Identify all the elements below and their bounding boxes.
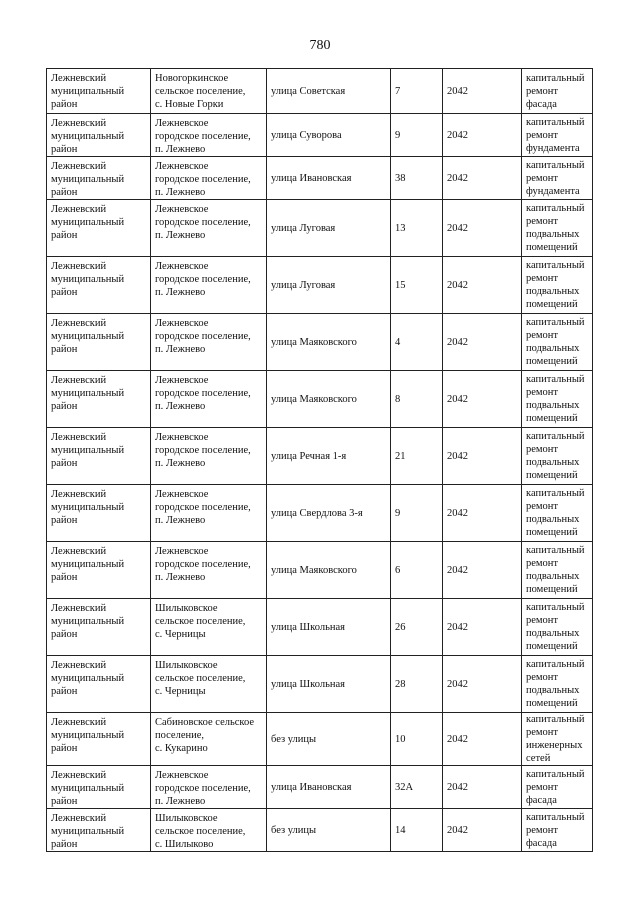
district-cell-text: Лежневский муниципальный район bbox=[51, 660, 125, 697]
district-cell-text: Лежневский муниципальный район bbox=[51, 770, 125, 807]
house-number-cell-text: 6 bbox=[395, 564, 401, 576]
work-type-cell-text: капитальный ремонт подвальных помещений bbox=[526, 431, 585, 481]
district-cell bbox=[47, 371, 151, 428]
house-number-cell-text: 13 bbox=[395, 222, 406, 234]
settlement-cell bbox=[151, 69, 267, 114]
settlement-cell bbox=[151, 542, 267, 599]
settlement-cell bbox=[151, 428, 267, 485]
street-cell-text: улица Маяковского bbox=[271, 564, 357, 576]
district-cell bbox=[47, 599, 151, 656]
year-cell-text: 2042 bbox=[447, 824, 468, 836]
year-cell bbox=[443, 114, 522, 157]
district-cell-text: Лежневский муниципальный район bbox=[51, 603, 125, 640]
house-number-cell bbox=[391, 599, 443, 656]
district-cell-text: Лежневский муниципальный район bbox=[51, 204, 125, 241]
district-cell bbox=[47, 766, 151, 809]
house-number-cell-text: 8 bbox=[395, 393, 401, 405]
street-cell-text: улица Маяковского bbox=[271, 336, 357, 348]
work-type-cell bbox=[522, 157, 593, 200]
year-cell bbox=[443, 371, 522, 428]
year-cell bbox=[443, 157, 522, 200]
house-number-cell-text: 14 bbox=[395, 824, 406, 836]
year-cell bbox=[443, 485, 522, 542]
house-number-cell-text: 21 bbox=[395, 450, 406, 462]
settlement-cell-text: Лежневское городское поселение, п. Лежнево bbox=[155, 261, 251, 298]
house-number-cell bbox=[391, 428, 443, 485]
year-cell bbox=[443, 809, 522, 852]
house-number-cell bbox=[391, 157, 443, 200]
house-number-cell bbox=[391, 371, 443, 428]
table-row bbox=[47, 157, 593, 200]
house-number-cell bbox=[391, 69, 443, 114]
district-cell-text: Лежневский муниципальный район bbox=[51, 73, 125, 110]
street-cell bbox=[267, 257, 391, 314]
street-cell-text: улица Суворова bbox=[271, 129, 342, 141]
street-cell bbox=[267, 713, 391, 766]
street-cell-text: улица Ивановская bbox=[271, 172, 352, 184]
year-cell-text: 2042 bbox=[447, 450, 468, 462]
house-number-cell bbox=[391, 114, 443, 157]
settlement-cell bbox=[151, 371, 267, 428]
table-row bbox=[47, 656, 593, 713]
year-cell-text: 2042 bbox=[447, 564, 468, 576]
street-cell-text: улица Маяковского bbox=[271, 393, 357, 405]
table-row bbox=[47, 485, 593, 542]
work-type-cell bbox=[522, 371, 593, 428]
year-cell-text: 2042 bbox=[447, 621, 468, 633]
table-row bbox=[47, 314, 593, 371]
year-cell bbox=[443, 314, 522, 371]
street-cell bbox=[267, 114, 391, 157]
house-number-cell bbox=[391, 200, 443, 257]
street-cell bbox=[267, 542, 391, 599]
street-cell-text: улица Школьная bbox=[271, 621, 345, 633]
district-cell-text: Лежневский муниципальный район bbox=[51, 261, 125, 298]
district-cell bbox=[47, 69, 151, 114]
work-type-cell bbox=[522, 257, 593, 314]
street-cell-text: улица Советская bbox=[271, 85, 346, 97]
settlement-cell bbox=[151, 599, 267, 656]
street-cell bbox=[267, 371, 391, 428]
settlement-cell-text: Лежневское городское поселение, п. Лежнево bbox=[155, 432, 251, 469]
district-cell-text: Лежневский муниципальный район bbox=[51, 432, 125, 469]
settlement-cell bbox=[151, 485, 267, 542]
table-row bbox=[47, 713, 593, 766]
work-type-cell bbox=[522, 542, 593, 599]
settlement-cell-text: Шилыковское сельское поселение, с. Черницы bbox=[155, 603, 246, 640]
work-type-cell-text: капитальный ремонт подвальных помещений bbox=[526, 203, 585, 253]
street-cell bbox=[267, 69, 391, 114]
year-cell-text: 2042 bbox=[447, 733, 468, 745]
work-type-cell bbox=[522, 314, 593, 371]
district-cell-text: Лежневский муниципальный район bbox=[51, 118, 125, 155]
table-row bbox=[47, 809, 593, 852]
page-number: 780 bbox=[309, 38, 331, 53]
settlement-cell bbox=[151, 314, 267, 371]
district-cell-text: Лежневский муниципальный район bbox=[51, 489, 125, 526]
settlement-cell-text: Лежневское городское поселение, п. Лежнево bbox=[155, 546, 251, 583]
house-number-cell-text: 4 bbox=[395, 336, 401, 348]
street-cell bbox=[267, 428, 391, 485]
table-row bbox=[47, 200, 593, 257]
street-cell-text: без улицы bbox=[271, 824, 317, 836]
street-cell bbox=[267, 314, 391, 371]
work-type-cell bbox=[522, 809, 593, 852]
work-type-cell bbox=[522, 428, 593, 485]
work-type-cell-text: капитальный ремонт подвальных помещений bbox=[526, 659, 585, 709]
house-number-cell bbox=[391, 485, 443, 542]
district-cell-text: Лежневский муниципальный район bbox=[51, 717, 125, 754]
work-type-cell-text: капитальный ремонт фасада bbox=[526, 72, 585, 110]
year-cell bbox=[443, 428, 522, 485]
work-type-cell bbox=[522, 485, 593, 542]
house-number-cell-text: 15 bbox=[395, 279, 406, 291]
year-cell bbox=[443, 656, 522, 713]
work-type-cell-text: капитальный ремонт подвальных помещений bbox=[526, 602, 585, 652]
work-type-cell bbox=[522, 713, 593, 766]
house-number-cell bbox=[391, 257, 443, 314]
table-row bbox=[47, 371, 593, 428]
district-cell bbox=[47, 200, 151, 257]
settlement-cell-text: Лежневское городское поселение, п. Лежнево bbox=[155, 770, 251, 807]
work-type-cell bbox=[522, 114, 593, 157]
district-cell bbox=[47, 485, 151, 542]
year-cell-text: 2042 bbox=[447, 85, 468, 97]
work-type-cell-text: капитальный ремонт подвальных помещений bbox=[526, 317, 585, 367]
table-row bbox=[47, 114, 593, 157]
table-row bbox=[47, 257, 593, 314]
work-type-cell bbox=[522, 656, 593, 713]
house-number-cell-text: 26 bbox=[395, 621, 406, 633]
table-row bbox=[47, 428, 593, 485]
settlement-cell-text: Лежневское городское поселение, п. Лежнево bbox=[155, 318, 251, 355]
district-cell bbox=[47, 713, 151, 766]
year-cell bbox=[443, 69, 522, 114]
house-number-cell bbox=[391, 713, 443, 766]
year-cell-text: 2042 bbox=[447, 336, 468, 348]
house-number-cell bbox=[391, 766, 443, 809]
year-cell-text: 2042 bbox=[447, 781, 468, 793]
house-number-cell bbox=[391, 542, 443, 599]
year-cell bbox=[443, 200, 522, 257]
work-type-cell-text: капитальный ремонт подвальных помещений bbox=[526, 260, 585, 310]
work-type-cell bbox=[522, 200, 593, 257]
settlement-cell-text: Лежневское городское поселение, п. Лежнево bbox=[155, 489, 251, 526]
street-cell-text: улица Луговая bbox=[271, 279, 336, 291]
table-row bbox=[47, 599, 593, 656]
house-number-cell bbox=[391, 314, 443, 371]
table-body bbox=[47, 69, 593, 852]
work-type-cell bbox=[522, 69, 593, 114]
district-cell bbox=[47, 314, 151, 371]
house-number-cell-text: 38 bbox=[395, 172, 406, 184]
table-row bbox=[47, 766, 593, 809]
street-cell-text: улица Речная 1-я bbox=[271, 450, 347, 462]
district-cell-text: Лежневский муниципальный район bbox=[51, 546, 125, 583]
district-cell-text: Лежневский муниципальный район bbox=[51, 318, 125, 355]
settlement-cell-text: Шилыковское сельское поселение, с. Шилыково bbox=[155, 813, 246, 850]
street-cell bbox=[267, 485, 391, 542]
district-cell bbox=[47, 542, 151, 599]
year-cell-text: 2042 bbox=[447, 507, 468, 519]
house-number-cell-text: 28 bbox=[395, 678, 406, 690]
street-cell bbox=[267, 809, 391, 852]
settlement-cell bbox=[151, 766, 267, 809]
year-cell bbox=[443, 713, 522, 766]
house-number-cell-text: 9 bbox=[395, 129, 401, 141]
district-cell bbox=[47, 428, 151, 485]
work-type-cell-text: капитальный ремонт подвальных помещений bbox=[526, 545, 585, 595]
year-cell bbox=[443, 599, 522, 656]
house-number-cell-text: 7 bbox=[395, 85, 401, 97]
work-type-cell-text: капитальный ремонт фасада bbox=[526, 811, 585, 849]
settlement-cell-text: Лежневское городское поселение, п. Лежнево bbox=[155, 375, 251, 412]
year-cell bbox=[443, 766, 522, 809]
work-type-cell-text: капитальный ремонт подвальных помещений bbox=[526, 488, 585, 538]
street-cell-text: улица Школьная bbox=[271, 678, 345, 690]
work-type-cell bbox=[522, 599, 593, 656]
table-row bbox=[47, 69, 593, 114]
street-cell-text: улица Луговая bbox=[271, 222, 336, 234]
work-type-cell-text: капитальный ремонт фундамента bbox=[526, 116, 585, 154]
district-cell bbox=[47, 809, 151, 852]
work-type-cell-text: капитальный ремонт инженерных сетей bbox=[526, 714, 585, 764]
settlement-cell-text: Лежневское городское поселение, п. Лежнево bbox=[155, 118, 251, 155]
settlement-cell bbox=[151, 656, 267, 713]
district-cell bbox=[47, 656, 151, 713]
house-number-cell bbox=[391, 656, 443, 713]
district-cell bbox=[47, 114, 151, 157]
settlement-cell bbox=[151, 157, 267, 200]
settlement-cell bbox=[151, 114, 267, 157]
settlement-cell-text: Лежневское городское поселение, п. Лежнево bbox=[155, 161, 251, 198]
table-row bbox=[47, 542, 593, 599]
street-cell bbox=[267, 599, 391, 656]
work-type-cell-text: капитальный ремонт подвальных помещений bbox=[526, 374, 585, 424]
year-cell-text: 2042 bbox=[447, 172, 468, 184]
year-cell bbox=[443, 542, 522, 599]
repair-register-table bbox=[46, 68, 593, 852]
street-cell bbox=[267, 656, 391, 713]
district-cell bbox=[47, 257, 151, 314]
house-number-cell-text: 10 bbox=[395, 733, 406, 745]
house-number-cell bbox=[391, 809, 443, 852]
settlement-cell-text: Лежневское городское поселение, п. Лежнево bbox=[155, 204, 251, 241]
settlement-cell-text: Шилыковское сельское поселение, с. Черницы bbox=[155, 660, 246, 697]
district-cell bbox=[47, 157, 151, 200]
street-cell bbox=[267, 200, 391, 257]
street-cell bbox=[267, 766, 391, 809]
street-cell-text: без улицы bbox=[271, 733, 317, 745]
settlement-cell-text: Сабиновское сельское поселение, с. Кукарино bbox=[155, 717, 255, 754]
district-cell-text: Лежневский муниципальный район bbox=[51, 375, 125, 412]
year-cell-text: 2042 bbox=[447, 678, 468, 690]
settlement-cell bbox=[151, 809, 267, 852]
work-type-cell-text: капитальный ремонт фасада bbox=[526, 768, 585, 806]
street-cell-text: улица Свердлова 3-я bbox=[271, 507, 363, 519]
settlement-cell bbox=[151, 200, 267, 257]
district-cell-text: Лежневский муниципальный район bbox=[51, 813, 125, 850]
year-cell-text: 2042 bbox=[447, 393, 468, 405]
settlement-cell bbox=[151, 713, 267, 766]
work-type-cell-text: капитальный ремонт фундамента bbox=[526, 159, 585, 197]
house-number-cell-text: 32А bbox=[395, 781, 414, 793]
district-cell-text: Лежневский муниципальный район bbox=[51, 161, 125, 198]
year-cell-text: 2042 bbox=[447, 222, 468, 234]
street-cell-text: улица Ивановская bbox=[271, 781, 352, 793]
work-type-cell bbox=[522, 766, 593, 809]
street-cell bbox=[267, 157, 391, 200]
year-cell bbox=[443, 257, 522, 314]
settlement-cell-text: Новогоркинское сельское поселение, с. Новые Горки bbox=[155, 73, 246, 110]
year-cell-text: 2042 bbox=[447, 129, 468, 141]
house-number-cell-text: 9 bbox=[395, 507, 401, 519]
settlement-cell bbox=[151, 257, 267, 314]
year-cell-text: 2042 bbox=[447, 279, 468, 291]
